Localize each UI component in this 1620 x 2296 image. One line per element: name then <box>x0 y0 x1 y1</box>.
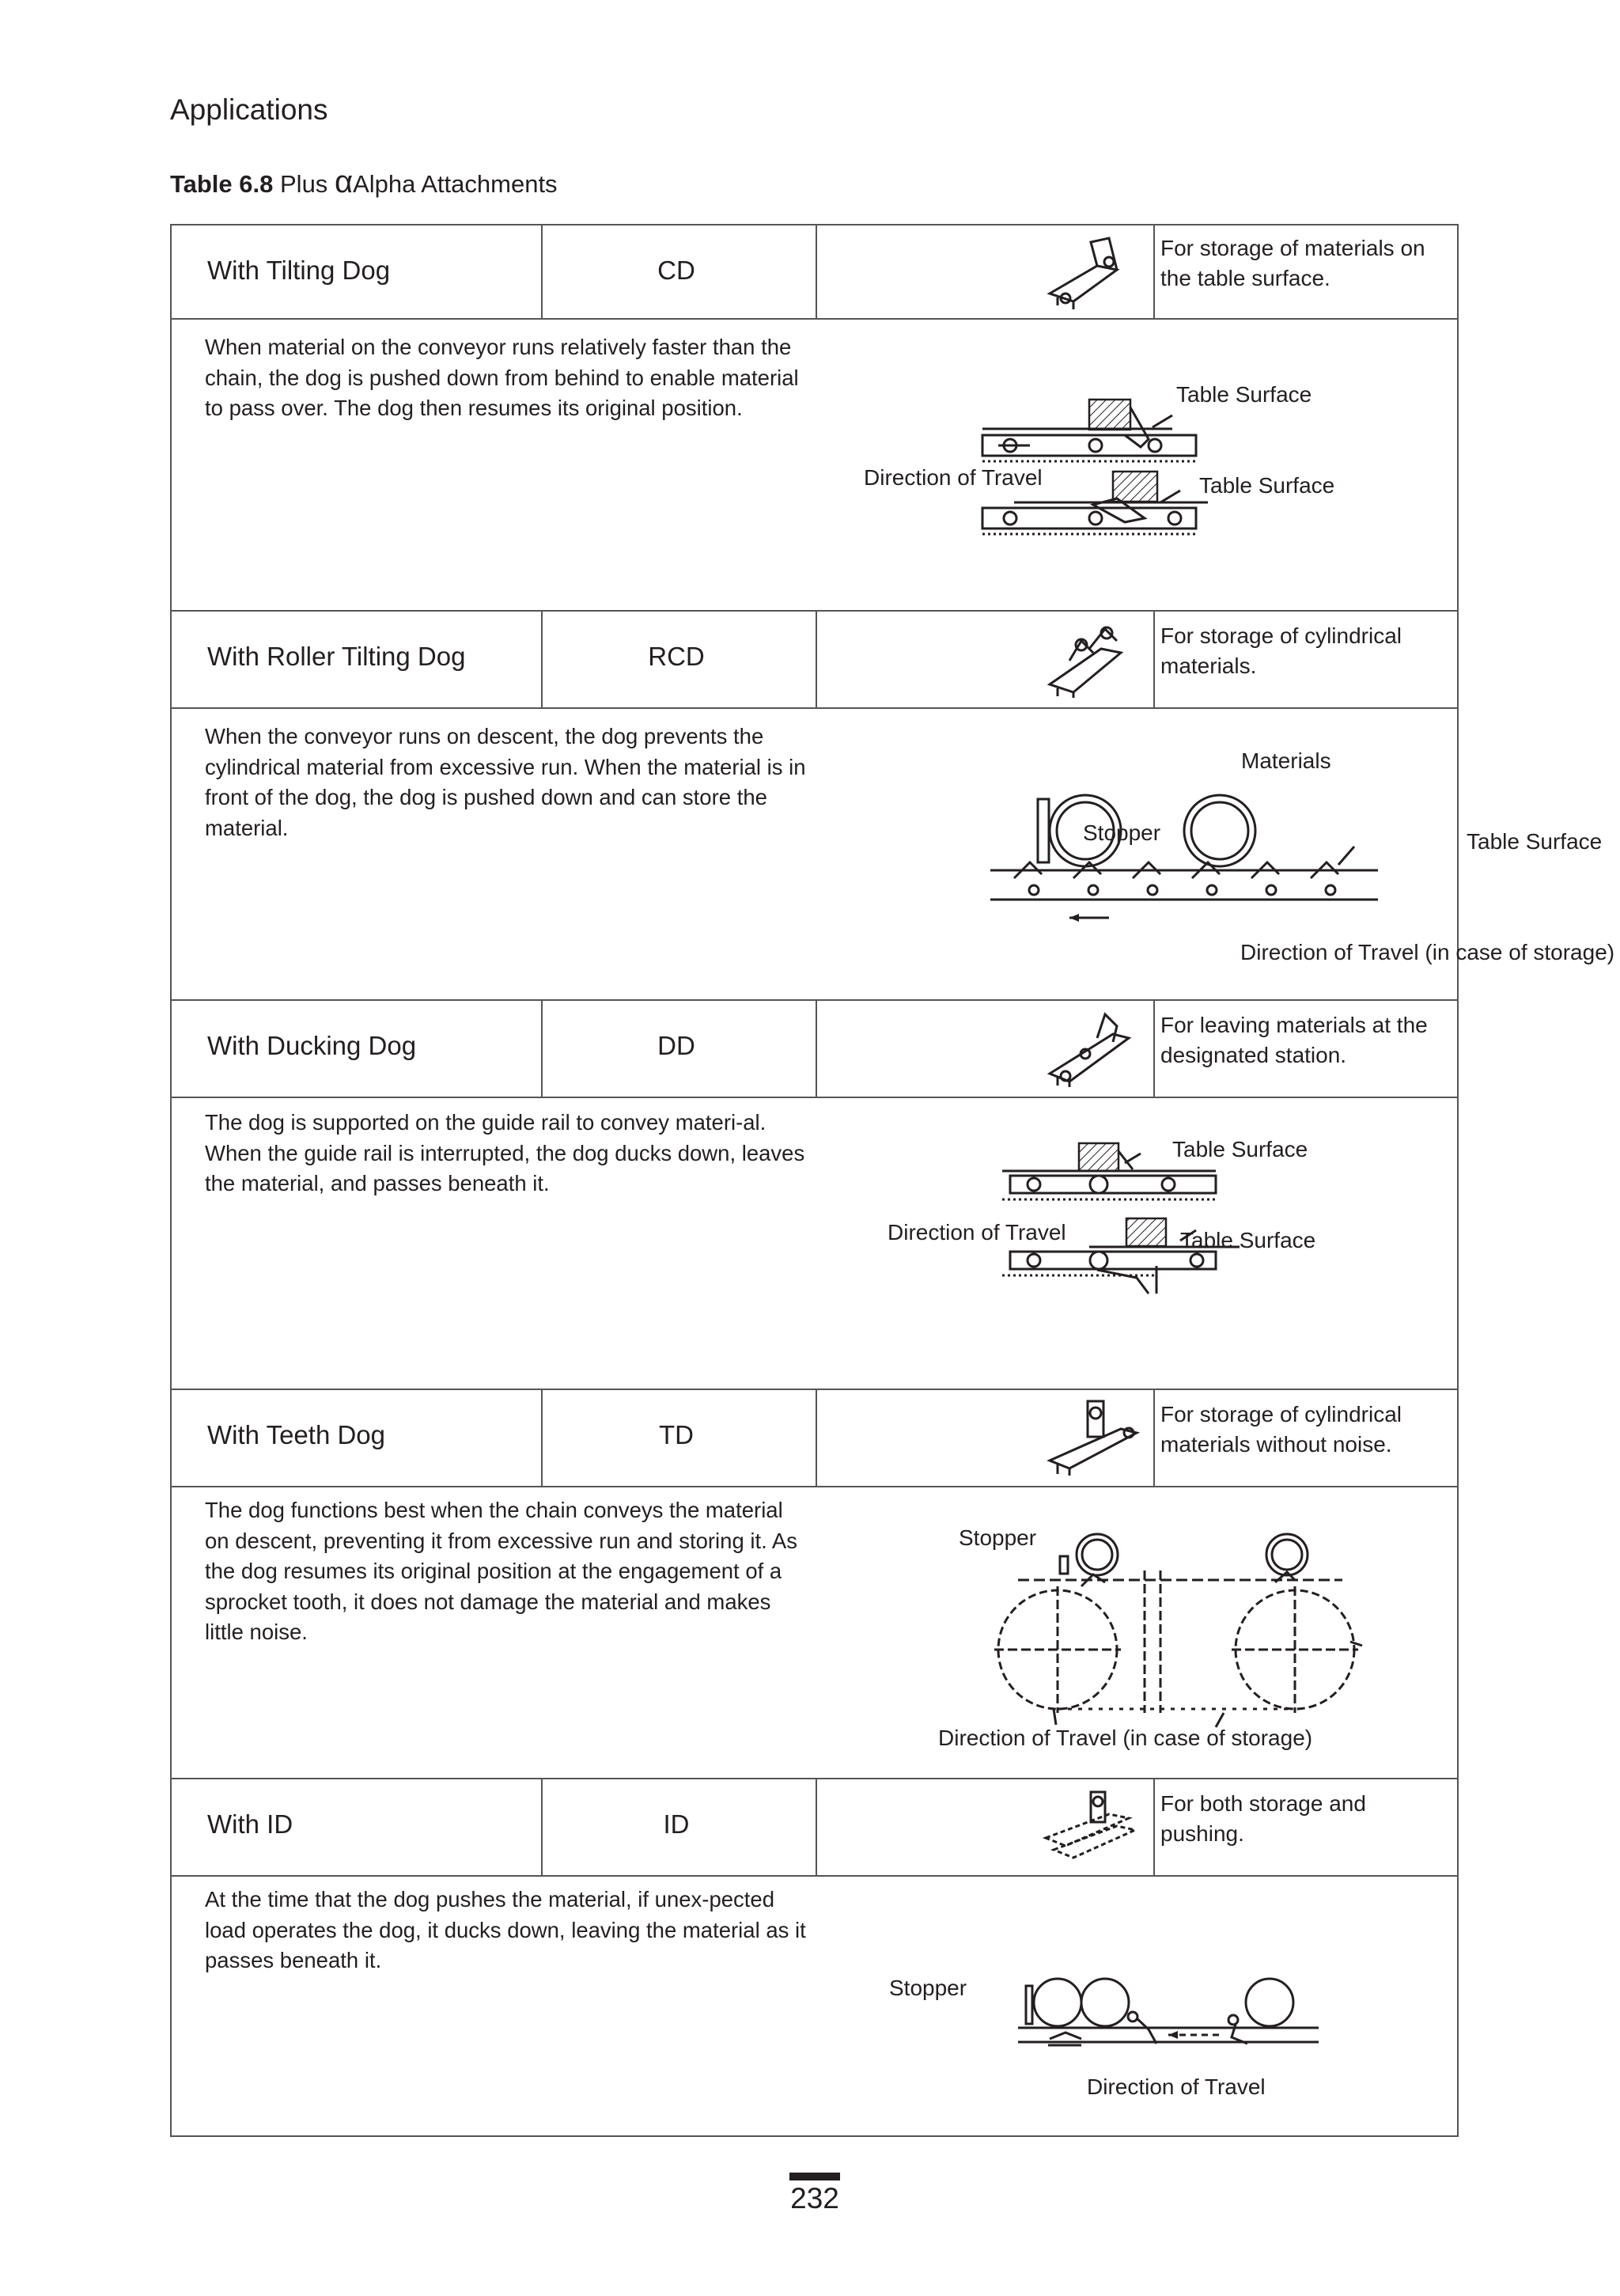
attachment-name: With Tilting Dog <box>207 256 391 285</box>
diagram-label: Direction of Travel <box>1087 2074 1266 2099</box>
alpha-symbol: α <box>334 165 354 199</box>
row-divider <box>172 1875 1457 1877</box>
diagram-label: Direction of Travel (in case of storage) <box>938 1726 1313 1750</box>
chain-attachment-thumbnail <box>1042 1393 1145 1480</box>
td-diagram <box>963 1523 1406 1760</box>
attachment-code: DD <box>657 1031 695 1060</box>
attachment-use: For storage of materials on the table surface. <box>1160 236 1425 290</box>
attachment-code: TD <box>659 1420 694 1449</box>
table-title-post: Alpha Attachments <box>353 170 558 198</box>
table-label: Table 6.8 <box>170 170 274 198</box>
diagram-label: Table Surface <box>1180 1228 1316 1252</box>
attachment-description: When the conveyor runs on descent, the dog prevents the cylindrical material from excessive run. When the material is in front of the dog, the dog is pushed down and can store the material. <box>205 724 806 840</box>
diagram-label: Table Surface <box>1467 829 1603 854</box>
attachment-description: The dog functions best when the chain conveys the material on descent, preventing it from excessive run and storing it. As the dog resumes its original position at the engagement of a sprocket tooth, it does not damage the material and makes little noise. <box>205 1498 797 1644</box>
attachment-name: With Ducking Dog <box>207 1031 417 1060</box>
attachment-description: The dog is supported on the guide rail to convey materi-al. When the guide rail is interrupted, the dog ducks down, leaves the material, and passes beneath it. <box>205 1110 805 1195</box>
row-divider <box>172 999 1457 1001</box>
attachment-use: For storage of cylindrical materials without noise. <box>1160 1402 1402 1457</box>
attachment-name: With Teeth Dog <box>207 1420 386 1449</box>
chain-attachment-thumbnail <box>1042 1783 1145 1870</box>
attachment-use: For leaving materials at the designated station. <box>1160 1013 1428 1067</box>
diagram-label: Table Surface <box>1172 1137 1308 1161</box>
col-divider <box>1153 225 1155 318</box>
diagram-label: Direction of Travel <box>888 1220 1066 1245</box>
diagram-label: Stopper <box>1083 820 1161 845</box>
table-title-pre: Plus <box>280 170 328 198</box>
page-number-bar <box>789 2173 840 2180</box>
attachment-description: At the time that the dog pushes the material, if unex-pected load operates the dog, it ducks down, leaving the material as it passes beneath it. <box>205 1887 806 1972</box>
col-divider <box>1153 999 1155 1097</box>
row-divider <box>172 1097 1457 1098</box>
diagram-label: Table Surface <box>1199 473 1335 498</box>
diagram-label: Table Surface <box>1176 382 1312 407</box>
row-divider <box>172 1389 1457 1390</box>
col-divider <box>816 1778 817 1875</box>
chain-attachment-thumbnail <box>1042 1006 1137 1089</box>
diagram-label: Materials <box>1241 748 1331 773</box>
page-number: 232 <box>790 2182 839 2215</box>
col-divider <box>816 999 817 1097</box>
col-divider <box>816 225 817 318</box>
row-divider <box>172 1486 1457 1487</box>
diagram-label: Direction of Travel <box>864 465 1043 490</box>
row-divider <box>172 318 1457 320</box>
diagram-label: Stopper <box>959 1525 1037 1550</box>
col-divider <box>816 1389 817 1486</box>
row-divider <box>172 610 1457 612</box>
attachment-description: When material on the conveyor runs relatively faster than the chain, the dog is pushed down from behind to enable material to pass over. The dog then resumes its original position. <box>205 335 799 420</box>
attachment-code: RCD <box>648 642 705 671</box>
attachment-use: For both storage and pushing. <box>1160 1791 1366 1846</box>
attachments-table <box>170 224 1615 2137</box>
attachment-name: With Roller Tilting Dog <box>207 642 466 671</box>
chain-attachment-thumbnail <box>1042 230 1129 313</box>
row-divider <box>172 707 1457 709</box>
col-divider <box>1153 610 1155 707</box>
section-title: Applications <box>170 93 328 126</box>
col-divider <box>1153 1389 1155 1486</box>
row-divider <box>172 1778 1457 1779</box>
diagram-label: Stopper <box>889 1976 967 2000</box>
diagram-label: Direction of Travel (in case of storage) <box>1240 940 1615 964</box>
table-caption <box>170 165 558 200</box>
attachment-use: For storage of cylindrical materials. <box>1160 623 1402 678</box>
col-divider <box>816 610 817 707</box>
attachment-code: CD <box>657 256 695 285</box>
chain-attachment-thumbnail <box>1042 617 1129 700</box>
attachment-code: ID <box>663 1809 690 1839</box>
attachment-name: With ID <box>207 1809 293 1839</box>
col-divider <box>1153 1778 1155 1875</box>
id-diagram <box>994 1966 1437 2124</box>
